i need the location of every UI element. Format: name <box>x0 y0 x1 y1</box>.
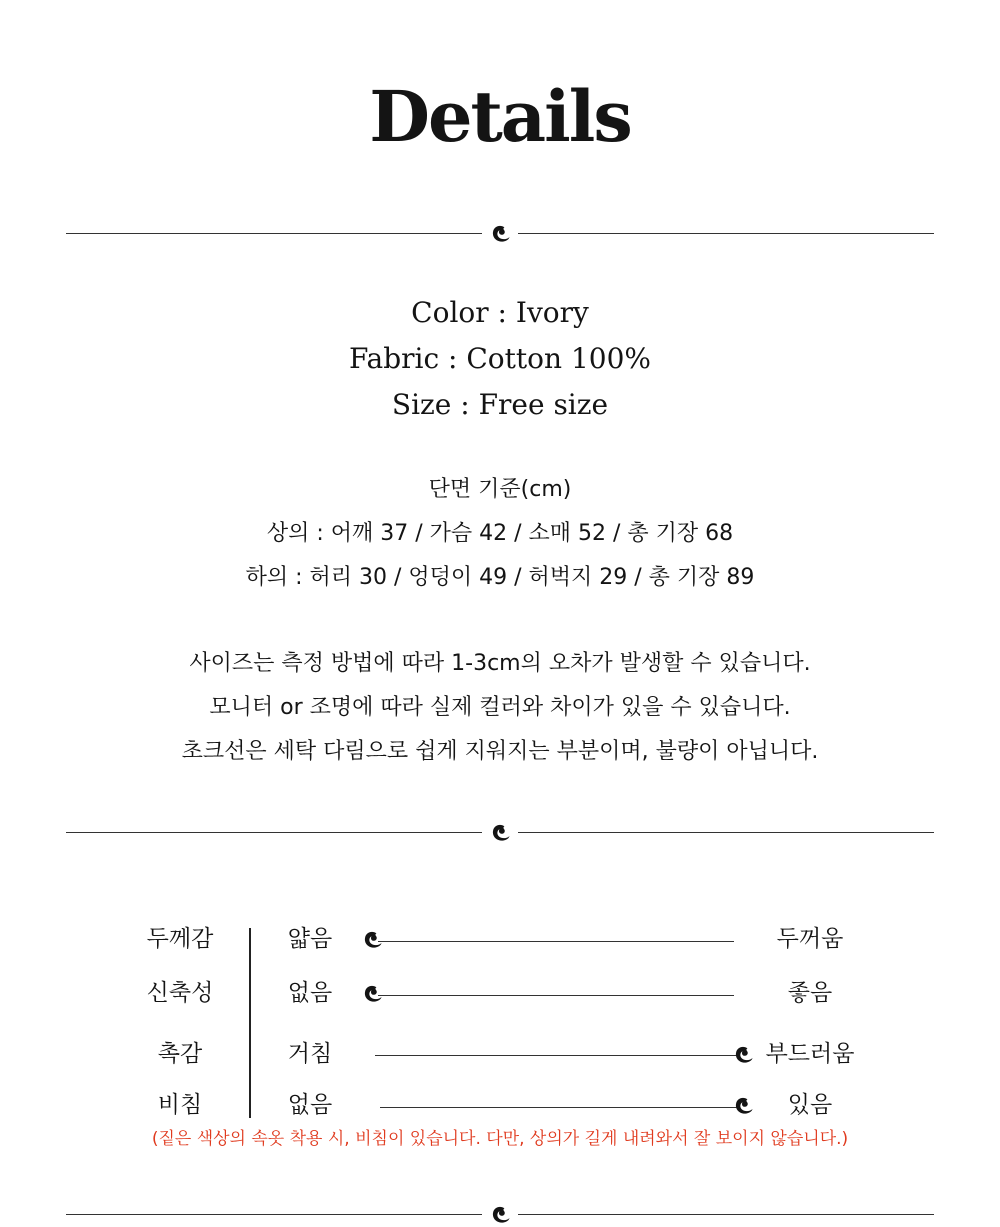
attribute-label: 신축성 <box>146 980 214 1006</box>
attribute-max-label: 좋음 <box>787 980 833 1006</box>
spec-fabric: Fabric : Cotton 100% <box>348 342 652 375</box>
attribute-max-label: 두꺼움 <box>776 926 844 952</box>
divider-line-left <box>66 832 482 833</box>
spec-size: Size : Free size <box>391 388 609 421</box>
sheerness-note: (짙은 색상의 속옷 착용 시, 비침이 있습니다. 다만, 상의가 길게 내려와서 잘 보이지 않습니다.) <box>151 1129 849 1149</box>
notice-chalk-line: 초크선은 세탁 다림으로 쉽게 지워지는 부분이며, 불량이 아닙니다. <box>181 739 819 764</box>
attribute-min-label: 없음 <box>287 980 333 1006</box>
divider-line-left <box>66 1214 482 1215</box>
section-divider <box>66 1203 934 1227</box>
section-divider <box>66 222 934 246</box>
attribute-max-label: 있음 <box>787 1092 833 1118</box>
swirl-ornament-icon <box>490 1203 510 1227</box>
swirl-ornament-icon <box>490 222 510 246</box>
attribute-label: 비침 <box>157 1092 203 1118</box>
notice-color-difference: 모니터 or 조명에 따라 실제 컬러와 차이가 있을 수 있습니다. <box>209 695 791 720</box>
page-title: Details <box>369 75 631 158</box>
attribute-max-label: 부드러움 <box>765 1041 855 1067</box>
divider-line-right <box>518 832 934 833</box>
attribute-label: 두께감 <box>146 926 214 952</box>
swirl-marker-icon <box>362 982 382 1006</box>
attribute-label: 촉감 <box>157 1041 203 1067</box>
divider-line-left <box>66 233 482 234</box>
measure-bottom: 하의 : 허리 30 / 엉덩이 49 / 허벅지 29 / 총 기장 89 <box>245 565 755 590</box>
section-divider <box>66 821 934 845</box>
spec-color: Color : Ivory <box>411 296 589 329</box>
attribute-track <box>375 1055 737 1056</box>
attribute-min-label: 거침 <box>287 1041 333 1067</box>
swirl-marker-icon <box>362 928 382 952</box>
attribute-track <box>378 995 734 996</box>
measure-top: 상의 : 어깨 37 / 가슴 42 / 소매 52 / 총 기장 68 <box>266 521 734 546</box>
attribute-separator <box>249 928 251 1118</box>
divider-line-right <box>518 1214 934 1215</box>
measure-basis: 단면 기준(cm) <box>428 477 572 502</box>
attribute-min-label: 없음 <box>287 1092 333 1118</box>
attribute-min-label: 얇음 <box>287 926 333 952</box>
swirl-ornament-icon <box>490 821 510 845</box>
notice-size-tolerance: 사이즈는 측정 방법에 따라 1-3cm의 오차가 발생할 수 있습니다. <box>189 651 811 676</box>
divider-line-right <box>518 233 934 234</box>
attribute-track <box>380 1107 737 1108</box>
attribute-track <box>378 941 734 942</box>
